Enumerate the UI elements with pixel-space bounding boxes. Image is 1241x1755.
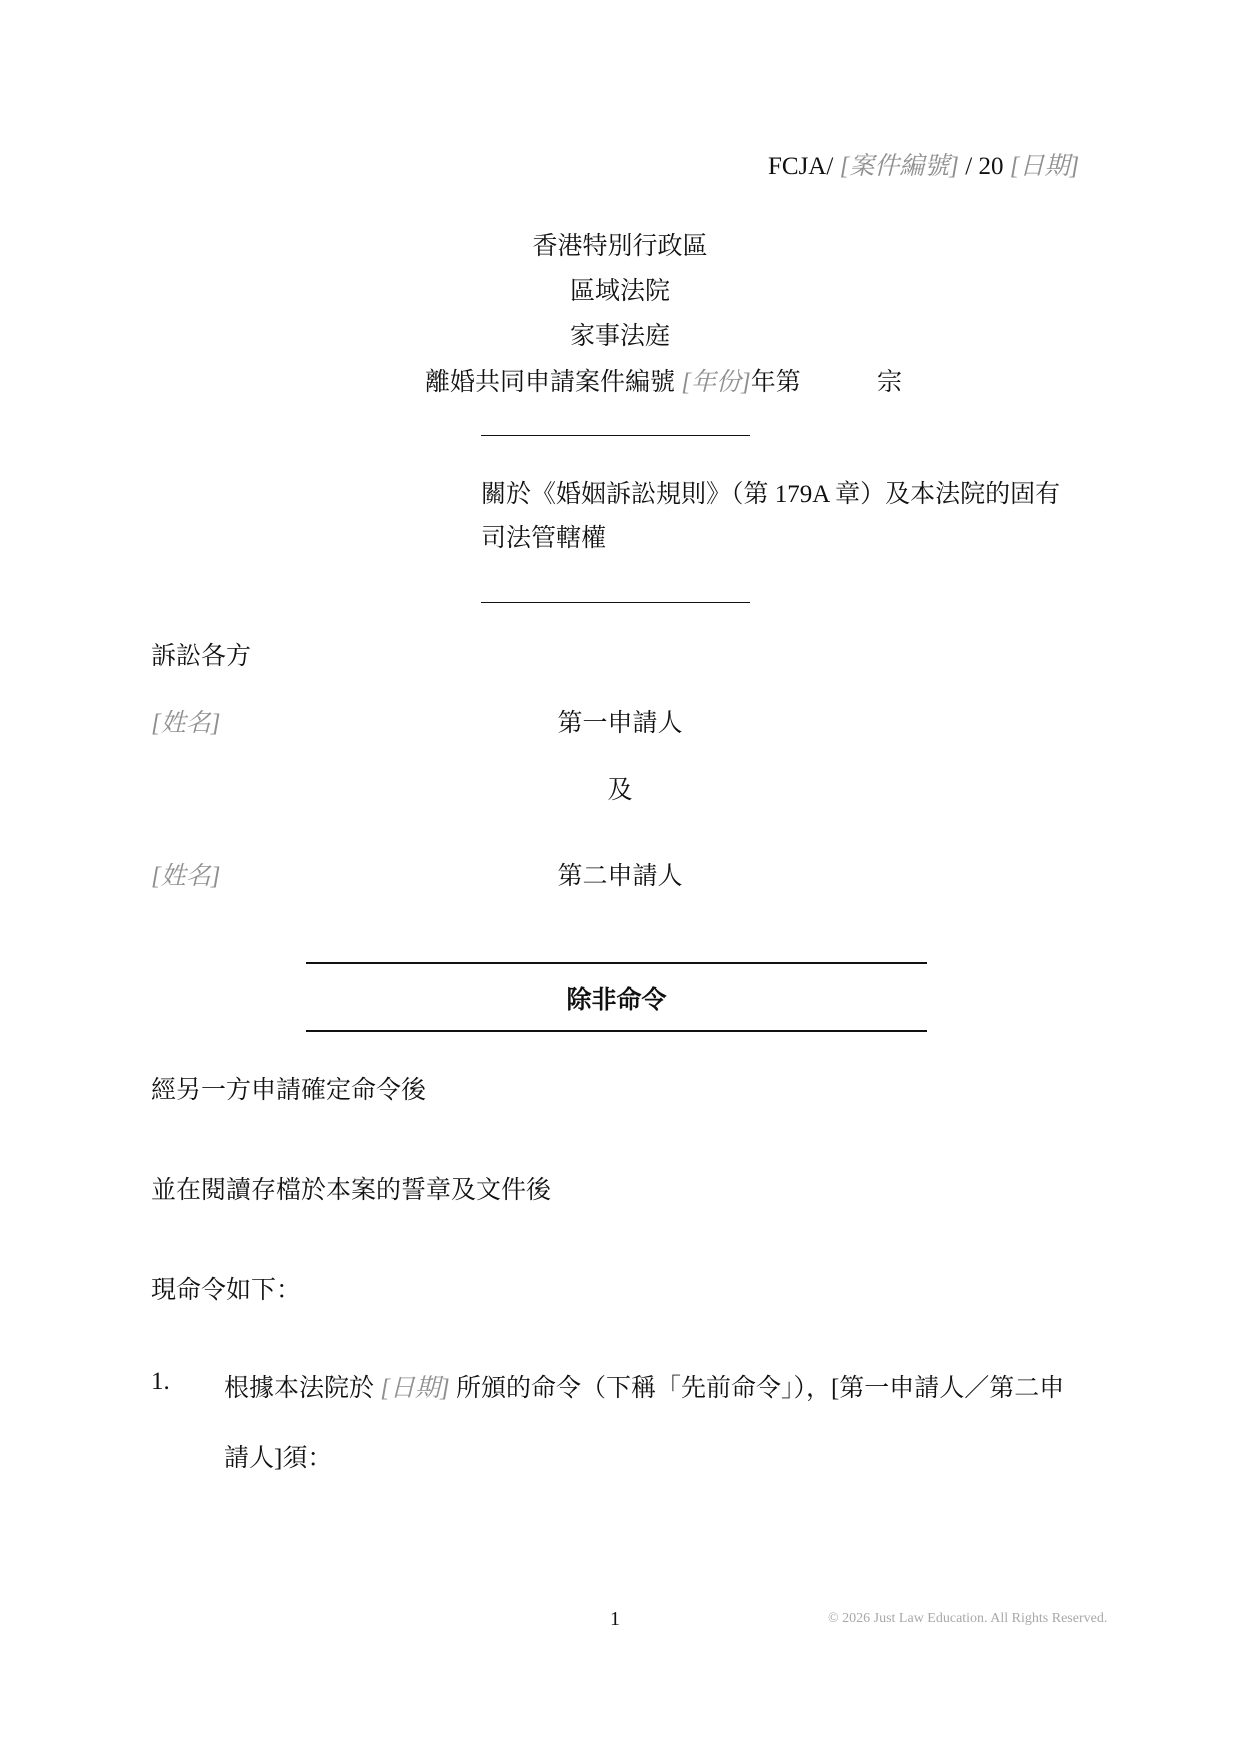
court-line-3: 家事法庭 <box>569 323 670 350</box>
body-paragraph-1: 經另一方申請確定命令後 <box>151 1077 427 1104</box>
matter-line-1: 關於《婚姻訴訟規則》（第 179A 章）及本法院的固有 <box>481 481 1061 508</box>
parties-and: 及 <box>607 777 633 804</box>
item-1-line-2: 請人]須： <box>224 1445 333 1472</box>
case-number-placeholder[interactable]: [案件編號] <box>839 153 960 180</box>
year-placeholder[interactable]: [年份] <box>681 369 751 396</box>
copyright-notice: © 2026 Just Law Education. All Rights Reserved. <box>828 1611 1108 1626</box>
item-1-date-placeholder[interactable]: [日期] <box>380 1375 450 1402</box>
court-line-1: 香港特別行政區 <box>532 233 708 260</box>
second-applicant-role: 第二申請人 <box>557 863 683 890</box>
court-case-number-line <box>425 362 902 398</box>
page-number: 1 <box>610 1608 620 1630</box>
title-rule-bottom <box>306 1030 927 1032</box>
item-1-line-1 <box>224 1368 1064 1404</box>
case-line-mid: 年第 <box>750 369 801 396</box>
second-applicant-name-placeholder[interactable]: [姓名] <box>151 863 221 890</box>
matter-line-2: 司法管轄權 <box>481 525 607 552</box>
case-ref-prefix: FCJA/ <box>768 153 834 180</box>
item-1-text-before: 根據本法院於 <box>224 1375 375 1402</box>
case-line-suffix: 宗 <box>877 369 903 396</box>
parties-heading: 訴訟各方 <box>151 643 252 670</box>
divider-2 <box>481 602 750 603</box>
item-1-number: 1. <box>151 1368 170 1395</box>
first-applicant-role: 第一申請人 <box>557 710 683 737</box>
case-date-placeholder[interactable]: [日期] <box>1009 153 1080 180</box>
divider-1 <box>481 435 750 436</box>
case-reference <box>768 146 1079 182</box>
title-rule-top <box>306 962 927 964</box>
item-1-text-after: 所頒的命令（下稱「先前命令」），[第一申請人／第二申 <box>455 1375 1065 1402</box>
case-ref-year-separator: / 20 <box>965 153 1004 180</box>
body-paragraph-2: 並在閱讀存檔於本案的誓章及文件後 <box>151 1177 552 1204</box>
first-applicant-name-placeholder[interactable]: [姓名] <box>151 710 221 737</box>
court-line-2: 區域法院 <box>569 278 670 305</box>
body-paragraph-3: 現命令如下： <box>151 1277 302 1304</box>
case-line-prefix: 離婚共同申請案件編號 <box>425 369 676 396</box>
order-title: 除非命令 <box>566 987 667 1014</box>
